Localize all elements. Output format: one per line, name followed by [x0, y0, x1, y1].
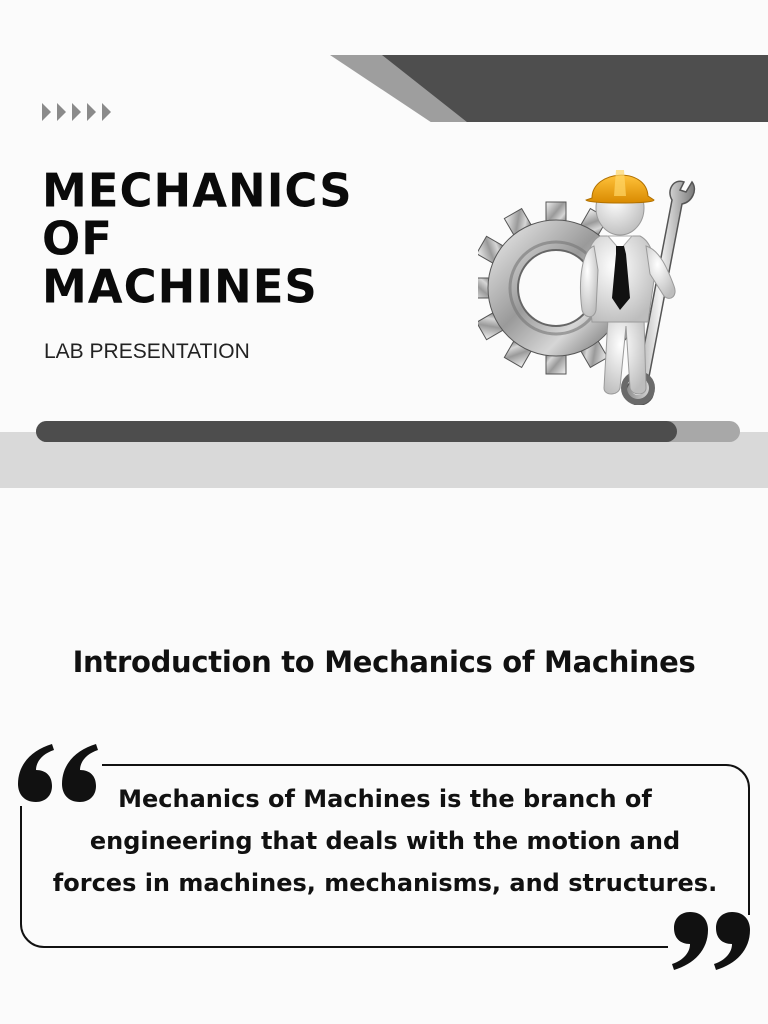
arrow-right-icon — [87, 103, 96, 121]
arrow-right-icon — [42, 103, 51, 121]
quote-text: Mechanics of Machines is the branch of engineering that deals with the motion and forces in machines, mechanisms, and structures. — [52, 785, 718, 897]
title-line: MECHANICS — [42, 163, 353, 218]
progress-fill — [36, 421, 677, 442]
intro-heading: Introduction to Mechanics of Machines — [72, 645, 696, 679]
cover-subtitle: LAB PRESENTATION — [44, 340, 250, 363]
arrow-right-icon — [57, 103, 66, 121]
arrow-right-icon — [72, 103, 81, 121]
close-quote-icon — [672, 912, 752, 970]
title-line: OF — [42, 211, 113, 266]
arrow-right-icon — [102, 103, 111, 121]
engineer-with-gear-and-wrench-icon — [478, 150, 728, 405]
cover-title — [42, 163, 353, 314]
title-line: MACHINES — [42, 259, 318, 314]
arrow-decoration — [42, 103, 111, 121]
